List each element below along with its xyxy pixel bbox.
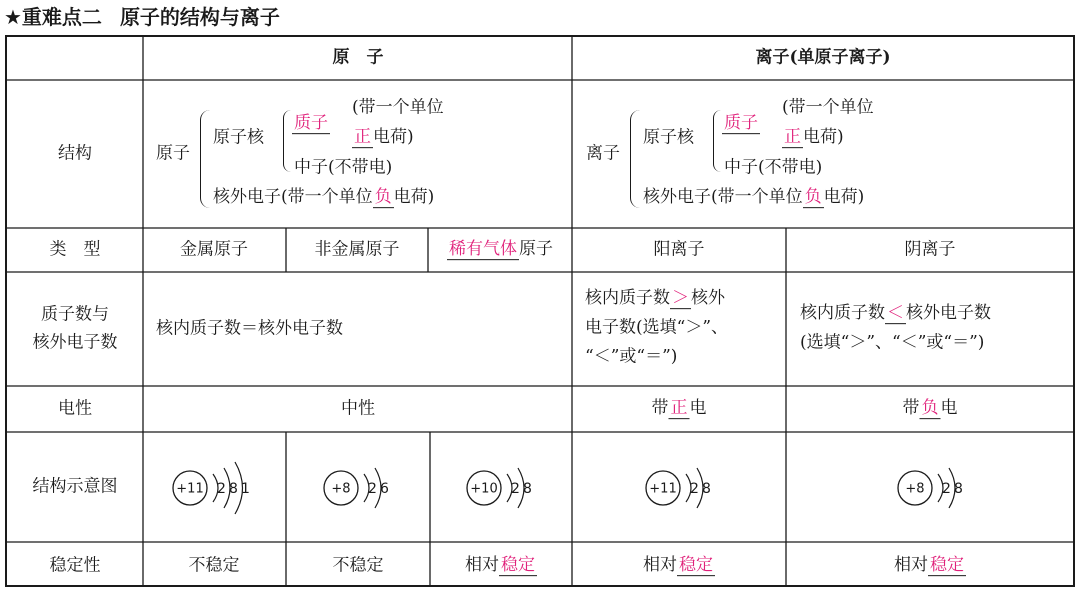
na-shell-2: 8 <box>229 481 238 497</box>
na-ion-shell-2: 8 <box>702 481 711 497</box>
oxygen-atom-diagram <box>321 455 401 521</box>
charge-cation: 带 正 电 <box>651 398 707 419</box>
atom-brace <box>200 110 210 208</box>
pe-cation-line3: “＜”或“＝”) <box>585 346 678 367</box>
na-shell-1: 2 <box>217 481 226 497</box>
o-shell-1: 2 <box>368 481 377 497</box>
o-ion-nucleus: +8 <box>905 481 925 497</box>
atom-word: 原子 <box>156 143 190 164</box>
stability-noble: 相对 稳定 <box>465 555 535 576</box>
proton-answer: 质子 <box>294 113 328 134</box>
ion-nucleus-brace <box>713 110 721 172</box>
electron-text: 核外电子(带一个单位 负 电荷) <box>213 187 435 208</box>
o-ion-shell-1: 2 <box>942 481 951 497</box>
type-nonmetal: 非金属原子 <box>314 239 400 260</box>
ion-electron-text: 核外电子(带一个单位 负 电荷) <box>643 187 865 208</box>
ion-brace <box>630 110 640 208</box>
na-ion-shell-1: 2 <box>690 481 699 497</box>
o-shell-2: 6 <box>380 481 389 497</box>
type-cation: 阳离子 <box>653 239 705 260</box>
nucleus-label: 原子核 <box>213 127 264 148</box>
row-label-stability: 稳定性 <box>49 555 101 576</box>
row-label-pe-line1: 质子数与 <box>41 304 109 325</box>
na-ion-nucleus: +11 <box>649 481 677 497</box>
row-label-charge: 电性 <box>58 398 92 419</box>
header-ion: 离子(单原子离子) <box>755 47 891 68</box>
ne-nucleus: +10 <box>470 481 498 497</box>
stability-metal: 不稳定 <box>188 555 240 576</box>
row-label-diagram: 结构示意图 <box>32 476 118 497</box>
o-nucleus: +8 <box>331 481 351 497</box>
neon-atom-diagram <box>464 455 544 521</box>
pe-atom: 核内质子数＝核外电子数 <box>156 318 343 339</box>
type-anion: 阴离子 <box>904 239 956 260</box>
proton-note: (带一个单位 <box>352 97 444 118</box>
charge-atom: 中性 <box>341 398 375 419</box>
ion-word: 离子 <box>586 143 620 164</box>
charge-anion: 带 负 电 <box>902 398 958 419</box>
o-ion-shell-2: 8 <box>954 481 963 497</box>
ion-proton-note: (带一个单位 <box>782 97 874 118</box>
na-nucleus: +11 <box>176 481 204 497</box>
sodium-atom-diagram <box>170 455 260 521</box>
pe-anion-line1: 核内质子数 ＜ 核外电子数 <box>800 303 991 324</box>
neutron-text: 中子(不带电) <box>294 157 393 178</box>
ne-shell-1: 2 <box>511 481 520 497</box>
stability-cation: 相对 稳定 <box>643 555 713 576</box>
header-atom: 原 子 <box>332 47 384 68</box>
ion-proton-answer: 质子 <box>724 113 758 134</box>
proton-charge: 正 电荷) <box>354 127 414 148</box>
section-number: ★重难点二 <box>4 5 102 29</box>
pe-cation-line2: 电子数(选填“＞”、 <box>585 317 729 338</box>
ion-proton-charge: 正 电荷) <box>784 127 844 148</box>
type-metal: 金属原子 <box>180 239 248 260</box>
na-shell-3: 1 <box>241 481 250 497</box>
stability-nonmetal: 不稳定 <box>332 555 384 576</box>
sodium-ion-diagram <box>643 455 723 521</box>
ion-nucleus-label: 原子核 <box>643 127 694 148</box>
row-label-type: 类 型 <box>49 239 101 260</box>
pe-anion-line2: (选填“＞”、“＜”或“＝”) <box>800 332 985 353</box>
ion-neutron-text: 中子(不带电) <box>724 157 823 178</box>
section-heading: 原子的结构与离子 <box>119 5 280 29</box>
stability-anion: 相对 稳定 <box>894 555 964 576</box>
pe-cation-line1: 核内质子数 ＞ 核外 <box>585 288 725 309</box>
row-label-pe-line2: 核外电子数 <box>32 332 118 353</box>
ne-shell-2: 8 <box>523 481 532 497</box>
type-noble: 稀有气体 原子 <box>449 239 553 260</box>
row-label-structure: 结构 <box>58 143 92 164</box>
nucleus-brace <box>283 110 291 172</box>
oxide-ion-diagram <box>895 455 975 521</box>
